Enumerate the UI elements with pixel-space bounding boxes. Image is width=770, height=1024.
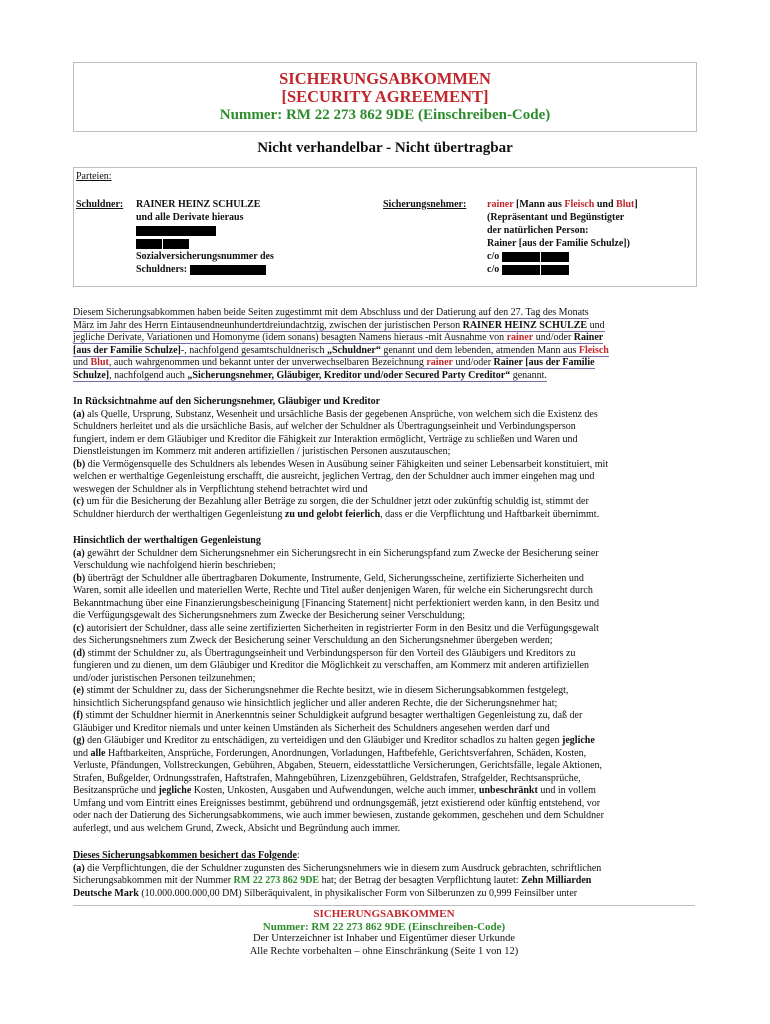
section-consideration xyxy=(73,396,695,521)
item-text: und/oder juristischen Personen teilzunehmen; xyxy=(73,672,256,684)
intro-paragraph xyxy=(73,307,695,382)
secured-blood: Blut xyxy=(616,199,635,210)
secured-party-line3: der natürlichen Person: xyxy=(487,225,589,236)
item-marker: (b) xyxy=(73,458,86,470)
debtor-derivates: und alle Derivate hieraus xyxy=(136,212,244,223)
item-text: fungieren und zu dienen, um dem Gläubiger und Kreditor die Möglichkeit zu verschaffen, am Kommerz mit anderen artifiziellen xyxy=(73,660,590,671)
redaction-bar xyxy=(190,265,266,275)
section-title: Hinsichtlich der werthaltigen Gegenleistung xyxy=(73,535,261,546)
redaction-bar xyxy=(136,239,162,249)
debtor-name: RAINER HEINZ SCHULZE xyxy=(136,199,261,210)
intro-text: genannt. xyxy=(510,369,547,381)
care-of-label: c/o xyxy=(487,264,500,275)
debtor-ssn-label: Sozialversicherungsnummer des xyxy=(136,251,274,262)
item-text: Kosten, Unkosten, Ausgaben und Aufwendungen, welche auch immer, xyxy=(191,785,479,796)
intro-text: , auch wahrgenommen und bekannt unter der unverwechselbaren Bezeichnung xyxy=(108,357,427,368)
document-title: SICHERUNGSABKOMMEN xyxy=(279,69,491,88)
flesh-ref: Fleisch xyxy=(578,344,609,356)
item-marker: (a) xyxy=(73,408,85,420)
family-ref: Schulze] xyxy=(73,369,110,381)
item-text: weswegen der Schuldner als in Verpflichtung stehend betrachtet wird und xyxy=(73,483,368,495)
item-emphasis: Zehn Milliarden xyxy=(521,875,592,886)
item-emphasis: jegliche xyxy=(158,785,192,796)
footer-owner-line: Der Unterzeichner ist Inhaber und Eigentümer dieser Urkunde xyxy=(252,933,516,944)
item-text: die Vermögensquelle des Schuldners als lebendes Wesen in Ausübung seiner Fähigkeiten und seiner Lebensarbeit konstituiert, mit xyxy=(85,458,609,470)
redaction-bar xyxy=(541,265,569,275)
item-marker: (d) xyxy=(73,647,86,659)
item-text: Waren, somit alle ideellen und materiellen Werte, Rechte und Titel außer denjenigen Waren, für welche ein Sicherungsrecht durch xyxy=(73,585,593,596)
item-text: Haftbarkeiten, Ansprüche, Forderungen, Anordnungen, Vorladungen, Haftbefehle, Gerichtsverfahren, Schäden, Kosten, xyxy=(105,747,587,759)
item-marker: (a) xyxy=(73,547,85,559)
redaction-bar xyxy=(541,252,569,262)
secured-party-line4: Rainer [aus der Familie Schulze]) xyxy=(487,238,630,249)
intro-text: genannt und dem lebenden, atmenden Mann aus xyxy=(380,344,579,356)
secured-party-block xyxy=(487,198,687,276)
intro-text: und/oder xyxy=(533,332,574,343)
footer-rights-line: Alle Rechte vorbehalten – ohne Einschränkung (Seite 1 von 12) xyxy=(249,945,519,957)
item-marker: (e) xyxy=(73,685,85,696)
item-text: um für die Besicherung der Bezahlung aller Beträge zu sorgen, die der Schuldner jetzt oder zukünftig schuldig ist, stimmt der xyxy=(84,496,589,507)
section-valuable-consideration xyxy=(73,535,695,835)
section-title: In Rücksichtnahme auf den Sicherungsnehmer, Gläubiger und Kreditor xyxy=(73,396,381,407)
item-text: und xyxy=(73,747,91,759)
item-text: Sicherungsabkommen mit der Nummer xyxy=(73,875,234,886)
item-text: Besitzansprüche und xyxy=(73,785,159,796)
section-secures xyxy=(73,850,695,900)
secured-party-line2: (Repräsentant und Begünstigter xyxy=(487,212,625,223)
parties-label: Parteien: xyxy=(76,171,112,182)
item-marker: (f) xyxy=(73,710,83,721)
care-of-label: c/o xyxy=(487,251,500,262)
item-marker: (g) xyxy=(73,735,85,746)
debtor-block xyxy=(136,198,376,276)
page-footer xyxy=(73,905,695,958)
footer-number: Nummer: RM 22 273 862 9DE (Einschreiben-Code) xyxy=(262,920,506,933)
redaction-bar xyxy=(502,252,540,262)
item-text: (10.000.000.000,00 DM) Silberäquivalent, in physikalischer Form von Silberunzen zu 0,999 Feinsilber unter xyxy=(138,887,578,899)
secured-text: [Mann aus xyxy=(513,199,565,210)
item-text: den Gläubiger und Kreditor zu entschädigen, zu verteidigen und den Gläubiger und Kreditor schadlos zu halten gegen xyxy=(84,735,563,746)
item-emphasis: jegliche xyxy=(562,735,595,746)
secured-text: ] xyxy=(634,199,638,210)
item-text: Gläubiger und Kreditor niemals und unter keinen Umständen als Sicherheit des Schuldners angesehen werden darf und xyxy=(73,722,550,734)
item-text: Strafen, Bußgelder, Ordnungsstrafen, Haftstrafen, Mahngebühren, Lizenzgebühren, Geldstrafen, Strafgelder, Rechtsansprüche, xyxy=(73,772,581,784)
item-text: autorisiert der Schuldner, dass alle seine zertifizierten Sicherheiten in registrierter Form in den Besitz und die Verfügungsgewalt xyxy=(84,622,599,634)
secured-name-ref: rainer xyxy=(426,357,453,368)
item-text: Umfang und vom Eintritt eines Ereignisses bestimmt, gebührend und ordnungsgemäß, jetzt existierend oder künftig entstehend, vor xyxy=(73,797,601,809)
item-text: stimmt der Schuldner zu, als Übertragungseinheit und Verbindungsperson für den Vorteil des Gläubigers und Kreditors zu xyxy=(85,647,576,659)
item-marker: (b) xyxy=(73,572,86,584)
blood-ref: Blut xyxy=(90,357,109,368)
intro-text: -, nachfolgend gesamtschuldnerisch xyxy=(180,344,327,356)
redaction-bar xyxy=(163,239,189,249)
item-text: als Quelle, Ursprung, Substanz, Wesenheit und ursächliche Basis der gegebenen Ansprüche, von welchem sich die Existenz des xyxy=(84,408,598,420)
intro-line: Diesem Sicherungsabkommen haben beide Seiten zugestimmt mit dem Abschluss und der Datierung auf den 27. Tag des Monats xyxy=(73,307,589,318)
secured-flesh: Fleisch xyxy=(564,199,595,210)
secured-text: und xyxy=(594,199,617,210)
redaction-bar xyxy=(502,265,540,275)
item-text: hat; der Betrag der besagten Verpflichtung lautet: xyxy=(319,875,522,886)
intro-text: März im Jahr des Herrn Eintausendneunhundertdreiundachtzig, zwischen der juristischen Person xyxy=(73,319,463,331)
item-text: auferlegt, und aus welchem Grund, Zweck, Absicht und Begründung auch immer. xyxy=(73,822,401,834)
redaction-bar xyxy=(136,226,216,236)
item-text: , dass er die Verpflichtung und Haftbarkeit übernimmt. xyxy=(380,508,600,520)
item-text: stimmt der Schuldner zu, dass der Sicherungsnehmer die Rechte besitzt, wie in diesem Sicherungsabkommen festgelegt, xyxy=(84,685,569,696)
document-number: Nummer: RM 22 273 862 9DE (Einschreiben-Code) xyxy=(219,107,551,123)
item-text: oder nach der Datierung des Sicherungsabkommens, wie auch immer bewiesen, zustande gekommen, geschehen und dem Schuldner xyxy=(73,810,604,821)
item-marker: (a) xyxy=(73,862,85,874)
item-emphasis: Deutsche Mark xyxy=(73,887,139,899)
item-text: Schuldners herleitet und als die ursächliche Basis, auf welcher der Schuldner als Übertragungseinheit und Verbindungsperson xyxy=(73,421,576,432)
item-text: Dienstleistungen im Kommerz mit anderen artifiziellen / juristischen Personen auszutauschen; xyxy=(73,446,451,457)
intro-text: und xyxy=(587,319,605,331)
item-text: die Verfügungsgewalt des Sicherungsnehmers zum Zwecke der Besicherung seiner Verschuldung; xyxy=(73,610,466,621)
item-text: stimmt der Schuldner hiermit in Anerkenntnis seiner Schuldigkeit aufgrund besagter werthaltigen Gegenleistung zu, daß der xyxy=(83,710,583,721)
debtor-name-ref: RAINER HEINZ SCHULZE xyxy=(462,319,588,331)
footer-title: SICHERUNGSABKOMMEN xyxy=(313,908,455,920)
item-emphasis: zu und gelobt feierlich xyxy=(284,508,381,520)
secured-name-red: rainer xyxy=(487,199,514,210)
item-text: hinsichtlich Sicherungspfand genauso wie hinsichtlich jeglicher und aller anderen Rechte, die der Sicherungsnehmer hat; xyxy=(73,697,558,709)
item-marker: (c) xyxy=(73,622,85,634)
family-ref: [aus der Familie Schulze] xyxy=(73,344,181,356)
item-marker: (c) xyxy=(73,496,85,507)
secured-party-term: „Sicherungsnehmer, Gläubiger, Kreditor und/oder Secured Party Creditor“ xyxy=(187,369,511,381)
debtor-label: Schuldner: xyxy=(76,199,124,210)
item-text: und in vollem xyxy=(537,785,596,796)
secured-name-ref: Rainer [aus der Familie xyxy=(493,357,595,368)
nonnegotiable-heading: Nicht verhandelbar - Nicht übertragbar xyxy=(257,140,513,156)
item-emphasis: unbeschränkt xyxy=(478,785,538,796)
section-title: Dieses Sicherungsabkommen besichert das Folgende xyxy=(73,850,297,861)
intro-text: und/oder xyxy=(452,357,494,368)
secured-party-line1 xyxy=(487,198,687,211)
item-text: fungiert, indem er dem Gläubiger und Kreditor die Fähigkeit zur Interaktion ermöglicht, Verträge zu schließen und Waren und xyxy=(73,433,578,445)
debtor-ssn-label-2: Schuldners: xyxy=(136,264,188,275)
item-text: Bekanntmachung über eine Finanzierungsbescheinigung [Financing Statement] nicht perfektioniert werden kann, in den Besitz und xyxy=(73,597,599,609)
item-text: Verluste, Pfändungen, Vollstreckungen, Gebühren, Abgaben, Steuern, eidesstattliche Versicherungen, Gerichtsfälle, legale Aktionen, xyxy=(73,760,603,771)
item-text: Verschuldung wie nachfolgend hierin beschrieben; xyxy=(73,560,276,571)
item-text: welchen er werthaltige Gegenleistung erschafft, die ausreicht, jeglichen Vertrag, den der Schuldner auch immer eingehen mag und xyxy=(73,471,595,482)
secured-party-label: Sicherungsnehmer: xyxy=(383,199,467,210)
agreement-number-ref: RM 22 273 862 9DE xyxy=(233,875,320,886)
parties-box xyxy=(73,167,697,287)
document-header xyxy=(73,62,697,132)
item-text: Schuldner hierdurch der werthaltigen Gegenleistung xyxy=(73,508,285,520)
item-text: überträgt der Schuldner alle übertragbaren Dokumente, Instrumente, Geld, Sicherungsscheine, zertifizierte Sicherheiten und xyxy=(85,572,584,584)
intro-text: und xyxy=(73,357,91,368)
debtor-term: „Schuldner“ xyxy=(326,344,381,356)
secured-name-ref: rainer xyxy=(506,332,534,343)
document-subtitle: [SECURITY AGREEMENT] xyxy=(281,87,489,106)
item-emphasis: alle xyxy=(90,747,106,759)
item-text: des Sicherungsnehmers zum Zweck der Besicherung seiner Verschuldung an den Sicherungsnehmer übergeben werden; xyxy=(73,635,553,646)
secured-name-ref: Rainer xyxy=(573,332,604,343)
item-text: gewährt der Schuldner dem Sicherungsnehmer ein Sicherungsrecht in ein Sicherungspfand zum Zwecke der Besicherung seiner xyxy=(84,547,599,559)
section-title-colon: : xyxy=(296,850,300,861)
intro-text: , nachfolgend auch xyxy=(109,369,188,381)
item-text: die Verpflichtungen, die der Schuldner zugunsten des Sicherungsnehmers wie in diesem zum Ausdruck gebrachten, schriftlichen xyxy=(84,862,602,874)
intro-text: jegliche Derivate, Variationen und Homonyme (idem sonans) besagten Namens hieraus -mit Ausnahme von xyxy=(73,332,507,343)
